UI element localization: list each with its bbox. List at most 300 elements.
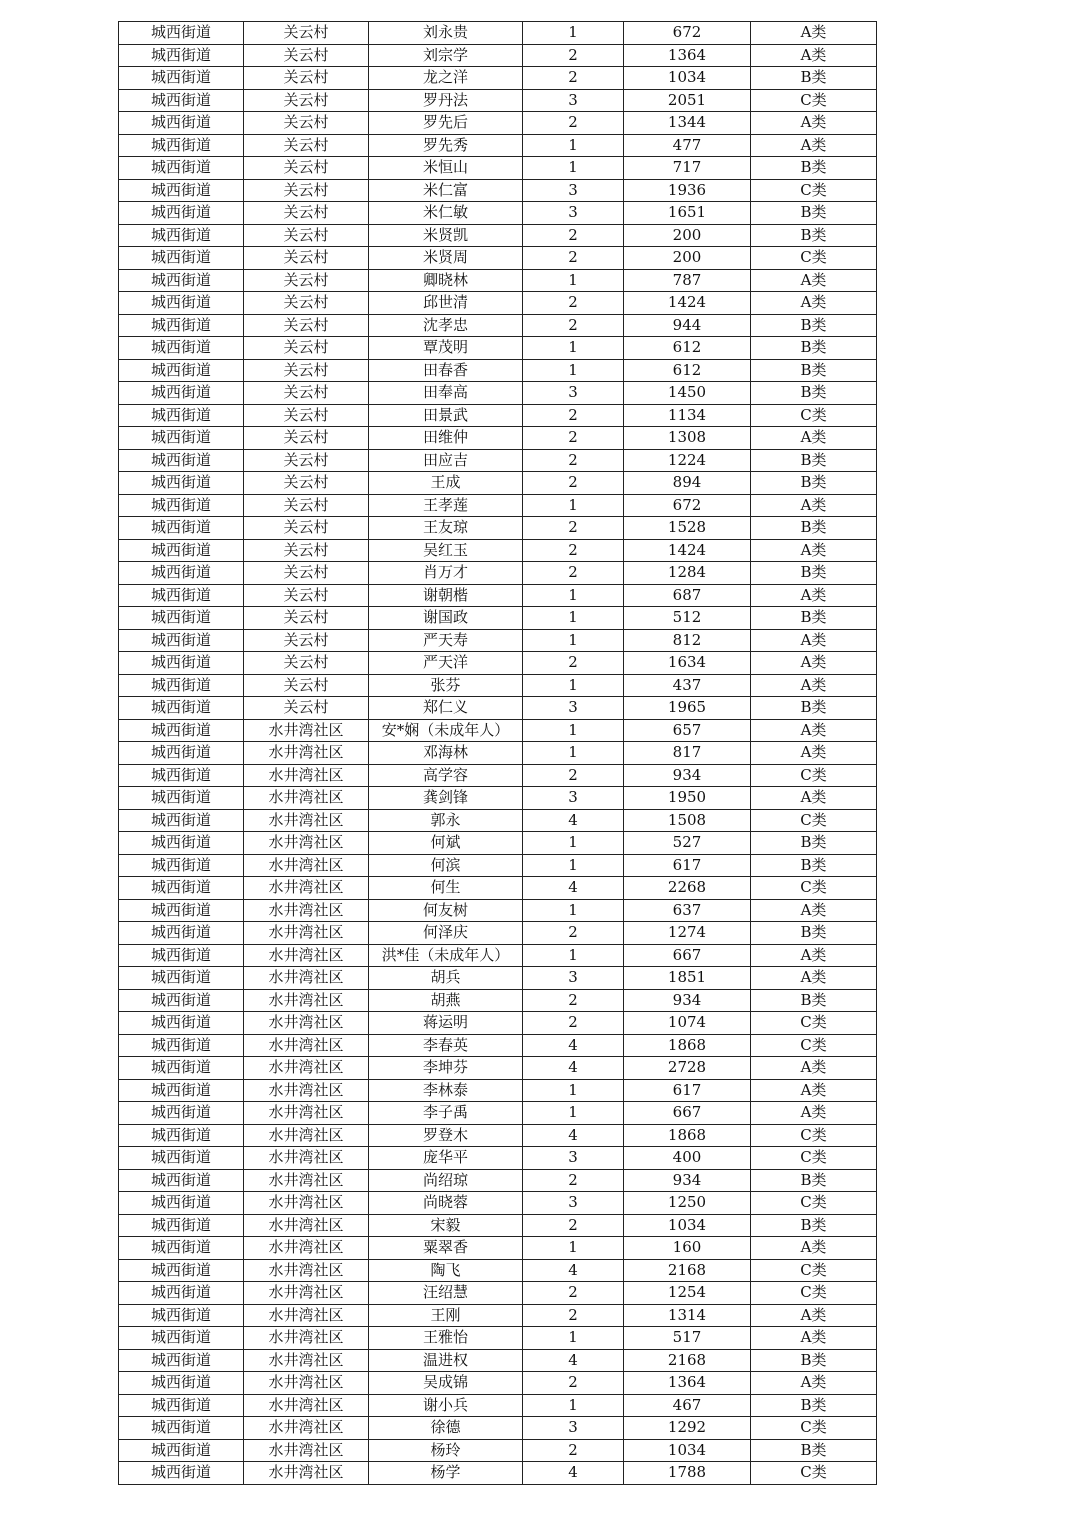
village-cell: 水井湾社区 [244,899,369,922]
table-row [119,1034,877,1057]
category-cell: A类 [751,1237,877,1260]
amount-cell: 1344 [624,112,751,135]
category-cell: B类 [751,854,877,877]
street-cell: 城西街道 [119,427,244,450]
category-cell: B类 [751,449,877,472]
table-row [119,1214,877,1237]
village-cell: 水井湾社区 [244,967,369,990]
name-cell: 何滨 [369,854,523,877]
category-cell: A类 [751,652,877,675]
category-cell: B类 [751,202,877,225]
table-row [119,832,877,855]
category-cell: B类 [751,1169,877,1192]
amount-cell: 894 [624,472,751,495]
village-cell: 关云村 [244,359,369,382]
amount-cell: 1965 [624,697,751,720]
name-cell: 粟翠香 [369,1237,523,1260]
category-cell: C类 [751,1462,877,1485]
village-cell: 关云村 [244,44,369,67]
table-row [119,494,877,517]
persons-cell: 2 [523,764,624,787]
table-row [119,652,877,675]
amount-cell: 934 [624,989,751,1012]
table-row [119,292,877,315]
street-cell: 城西街道 [119,1079,244,1102]
village-cell: 水井湾社区 [244,764,369,787]
amount-cell: 1950 [624,787,751,810]
persons-cell: 2 [523,1214,624,1237]
street-cell: 城西街道 [119,449,244,472]
persons-cell: 4 [523,1034,624,1057]
category-cell: A类 [751,1327,877,1350]
name-cell: 王雅怡 [369,1327,523,1350]
amount-cell: 1424 [624,539,751,562]
amount-cell: 1250 [624,1192,751,1215]
persons-cell: 2 [523,517,624,540]
street-cell: 城西街道 [119,269,244,292]
name-cell: 严天寿 [369,629,523,652]
category-cell: C类 [751,247,877,270]
category-cell: B类 [751,607,877,630]
amount-cell: 1314 [624,1304,751,1327]
street-cell: 城西街道 [119,1214,244,1237]
name-cell: 安*娴（未成年人） [369,719,523,742]
street-cell: 城西街道 [119,1169,244,1192]
name-cell: 吴成锦 [369,1372,523,1395]
name-cell: 李林泰 [369,1079,523,1102]
name-cell: 龙之洋 [369,67,523,90]
village-cell: 关云村 [244,314,369,337]
table-row [119,1124,877,1147]
name-cell: 王刚 [369,1304,523,1327]
table-row [119,674,877,697]
amount-cell: 672 [624,22,751,45]
amount-cell: 2051 [624,89,751,112]
category-cell: C类 [751,1417,877,1440]
persons-cell: 2 [523,292,624,315]
table-row [119,1394,877,1417]
amount-cell: 200 [624,224,751,247]
amount-cell: 934 [624,1169,751,1192]
village-cell: 关云村 [244,382,369,405]
village-cell: 关云村 [244,539,369,562]
name-cell: 龚剑锋 [369,787,523,810]
category-cell: B类 [751,517,877,540]
village-cell: 水井湾社区 [244,1349,369,1372]
name-cell: 田奉高 [369,382,523,405]
name-cell: 何泽庆 [369,922,523,945]
street-cell: 城西街道 [119,292,244,315]
village-cell: 关云村 [244,157,369,180]
village-cell: 关云村 [244,134,369,157]
persons-cell: 1 [523,607,624,630]
persons-cell: 1 [523,157,624,180]
street-cell: 城西街道 [119,697,244,720]
amount-cell: 2168 [624,1349,751,1372]
table-row [119,697,877,720]
persons-cell: 4 [523,1057,624,1080]
street-cell: 城西街道 [119,764,244,787]
table-row [119,1327,877,1350]
amount-cell: 1424 [624,292,751,315]
table-row [119,359,877,382]
table-row [119,1462,877,1485]
persons-cell: 1 [523,742,624,765]
amount-cell: 687 [624,584,751,607]
name-cell: 何斌 [369,832,523,855]
category-cell: C类 [751,877,877,900]
table-row [119,899,877,922]
table-row [119,629,877,652]
street-cell: 城西街道 [119,337,244,360]
category-cell: A类 [751,1372,877,1395]
street-cell: 城西街道 [119,629,244,652]
category-cell: B类 [751,157,877,180]
table-row [119,854,877,877]
table-row [119,224,877,247]
table-row [119,449,877,472]
name-cell: 李春英 [369,1034,523,1057]
name-cell: 刘永贵 [369,22,523,45]
persons-cell: 1 [523,494,624,517]
category-cell: A类 [751,494,877,517]
category-cell: C类 [751,89,877,112]
amount-cell: 1851 [624,967,751,990]
name-cell: 肖万才 [369,562,523,585]
street-cell: 城西街道 [119,607,244,630]
amount-cell: 1508 [624,809,751,832]
table-row [119,989,877,1012]
category-cell: C类 [751,404,877,427]
name-cell: 田维仲 [369,427,523,450]
table-row [119,764,877,787]
persons-cell: 4 [523,1259,624,1282]
table-row [119,1012,877,1035]
village-cell: 水井湾社区 [244,1034,369,1057]
street-cell: 城西街道 [119,494,244,517]
amount-cell: 657 [624,719,751,742]
amount-cell: 517 [624,1327,751,1350]
amount-cell: 672 [624,494,751,517]
name-cell: 田景武 [369,404,523,427]
street-cell: 城西街道 [119,89,244,112]
persons-cell: 1 [523,854,624,877]
village-cell: 关云村 [244,697,369,720]
street-cell: 城西街道 [119,224,244,247]
village-cell: 水井湾社区 [244,787,369,810]
village-cell: 关云村 [244,629,369,652]
street-cell: 城西街道 [119,1439,244,1462]
amount-cell: 1034 [624,1439,751,1462]
village-cell: 水井湾社区 [244,877,369,900]
category-cell: A类 [751,967,877,990]
table-row [119,742,877,765]
name-cell: 郭永 [369,809,523,832]
village-cell: 关云村 [244,472,369,495]
street-cell: 城西街道 [119,67,244,90]
table-row [119,1304,877,1327]
table-row [119,922,877,945]
persons-cell: 1 [523,719,624,742]
table-row [119,179,877,202]
table-row [119,1079,877,1102]
street-cell: 城西街道 [119,1192,244,1215]
category-cell: B类 [751,922,877,945]
village-cell: 水井湾社区 [244,1214,369,1237]
street-cell: 城西街道 [119,1259,244,1282]
street-cell: 城西街道 [119,539,244,562]
name-cell: 谢国政 [369,607,523,630]
amount-cell: 637 [624,899,751,922]
street-cell: 城西街道 [119,1282,244,1305]
name-cell: 何生 [369,877,523,900]
category-cell: A类 [751,22,877,45]
category-cell: B类 [751,1214,877,1237]
street-cell: 城西街道 [119,157,244,180]
village-cell: 关云村 [244,112,369,135]
amount-cell: 1528 [624,517,751,540]
street-cell: 城西街道 [119,719,244,742]
category-cell: B类 [751,697,877,720]
category-cell: A类 [751,742,877,765]
village-cell: 关云村 [244,89,369,112]
category-cell: A类 [751,787,877,810]
persons-cell: 2 [523,44,624,67]
table-row [119,539,877,562]
category-cell: A类 [751,292,877,315]
table-row [119,202,877,225]
table-row [119,1417,877,1440]
category-cell: A类 [751,1079,877,1102]
category-cell: A类 [751,1102,877,1125]
amount-cell: 1936 [624,179,751,202]
table-row [119,314,877,337]
name-cell: 汪绍慧 [369,1282,523,1305]
street-cell: 城西街道 [119,787,244,810]
persons-cell: 1 [523,1102,624,1125]
amount-cell: 787 [624,269,751,292]
table-row [119,562,877,585]
village-cell: 水井湾社区 [244,1102,369,1125]
name-cell: 郑仁义 [369,697,523,720]
name-cell: 谢朝楷 [369,584,523,607]
name-cell: 李子禹 [369,1102,523,1125]
street-cell: 城西街道 [119,1012,244,1035]
street-cell: 城西街道 [119,1237,244,1260]
persons-cell: 2 [523,539,624,562]
amount-cell: 1034 [624,1214,751,1237]
street-cell: 城西街道 [119,1034,244,1057]
category-cell: B类 [751,67,877,90]
table-row [119,67,877,90]
village-cell: 水井湾社区 [244,1304,369,1327]
name-cell: 王成 [369,472,523,495]
category-cell: C类 [751,1282,877,1305]
amount-cell: 512 [624,607,751,630]
persons-cell: 4 [523,1349,624,1372]
name-cell: 杨玲 [369,1439,523,1462]
village-cell: 水井湾社区 [244,1439,369,1462]
table-row [119,1372,877,1395]
amount-cell: 1224 [624,449,751,472]
category-cell: B类 [751,832,877,855]
table-row [119,1147,877,1170]
village-cell: 关云村 [244,269,369,292]
table-row [119,1282,877,1305]
village-cell: 关云村 [244,427,369,450]
amount-cell: 2728 [624,1057,751,1080]
street-cell: 城西街道 [119,1462,244,1485]
table-row [119,112,877,135]
village-cell: 水井湾社区 [244,1394,369,1417]
street-cell: 城西街道 [119,472,244,495]
table-row [119,22,877,45]
village-cell: 关云村 [244,247,369,270]
amount-cell: 1074 [624,1012,751,1035]
name-cell: 邓海林 [369,742,523,765]
street-cell: 城西街道 [119,1394,244,1417]
street-cell: 城西街道 [119,382,244,405]
category-cell: C类 [751,1034,877,1057]
category-cell: A类 [751,427,877,450]
village-cell: 关云村 [244,67,369,90]
table-row [119,517,877,540]
category-cell: A类 [751,134,877,157]
name-cell: 陶飞 [369,1259,523,1282]
village-cell: 水井湾社区 [244,1462,369,1485]
village-cell: 水井湾社区 [244,1169,369,1192]
amount-cell: 2268 [624,877,751,900]
name-cell: 米贤周 [369,247,523,270]
persons-cell: 2 [523,922,624,945]
table-row [119,1237,877,1260]
amount-cell: 1034 [624,67,751,90]
village-cell: 关云村 [244,292,369,315]
village-cell: 水井湾社区 [244,1124,369,1147]
amount-cell: 1284 [624,562,751,585]
name-cell: 胡燕 [369,989,523,1012]
name-cell: 邱世清 [369,292,523,315]
street-cell: 城西街道 [119,674,244,697]
village-cell: 水井湾社区 [244,1057,369,1080]
amount-cell: 477 [624,134,751,157]
table-row [119,382,877,405]
persons-cell: 2 [523,67,624,90]
persons-cell: 3 [523,787,624,810]
name-cell: 米贤凯 [369,224,523,247]
table-row [119,944,877,967]
street-cell: 城西街道 [119,134,244,157]
persons-cell: 1 [523,1327,624,1350]
table-row [119,1192,877,1215]
persons-cell: 1 [523,134,624,157]
persons-cell: 2 [523,314,624,337]
category-cell: A类 [751,539,877,562]
street-cell: 城西街道 [119,944,244,967]
category-cell: A类 [751,584,877,607]
village-cell: 关云村 [244,449,369,472]
amount-cell: 2168 [624,1259,751,1282]
name-cell: 田春香 [369,359,523,382]
amount-cell: 612 [624,337,751,360]
table-row [119,404,877,427]
street-cell: 城西街道 [119,899,244,922]
street-cell: 城西街道 [119,1304,244,1327]
category-cell: B类 [751,1349,877,1372]
name-cell: 刘宗学 [369,44,523,67]
name-cell: 温进权 [369,1349,523,1372]
persons-cell: 1 [523,832,624,855]
street-cell: 城西街道 [119,247,244,270]
table-row [119,967,877,990]
table-row [119,1169,877,1192]
street-cell: 城西街道 [119,44,244,67]
category-cell: A类 [751,629,877,652]
street-cell: 城西街道 [119,742,244,765]
amount-cell: 667 [624,944,751,967]
village-cell: 水井湾社区 [244,742,369,765]
table-row [119,584,877,607]
name-cell: 何友树 [369,899,523,922]
persons-cell: 1 [523,1237,624,1260]
persons-cell: 2 [523,247,624,270]
name-cell: 覃茂明 [369,337,523,360]
persons-cell: 2 [523,404,624,427]
table-row [119,719,877,742]
name-cell: 尚晓蓉 [369,1192,523,1215]
category-cell: B类 [751,359,877,382]
name-cell: 米恒山 [369,157,523,180]
village-cell: 关云村 [244,337,369,360]
name-cell: 罗先秀 [369,134,523,157]
persons-cell: 2 [523,112,624,135]
table-row [119,809,877,832]
street-cell: 城西街道 [119,404,244,427]
category-cell: B类 [751,562,877,585]
street-cell: 城西街道 [119,922,244,945]
street-cell: 城西街道 [119,832,244,855]
persons-cell: 3 [523,1192,624,1215]
table-row [119,1057,877,1080]
name-cell: 吴红玉 [369,539,523,562]
village-cell: 水井湾社区 [244,1327,369,1350]
street-cell: 城西街道 [119,359,244,382]
persons-cell: 1 [523,584,624,607]
name-cell: 卿晓林 [369,269,523,292]
category-cell: B类 [751,224,877,247]
name-cell: 米仁敏 [369,202,523,225]
persons-cell: 4 [523,1462,624,1485]
persons-cell: 3 [523,1147,624,1170]
persons-cell: 2 [523,449,624,472]
village-cell: 水井湾社区 [244,809,369,832]
street-cell: 城西街道 [119,1057,244,1080]
category-cell: C类 [751,764,877,787]
village-cell: 水井湾社区 [244,854,369,877]
name-cell: 蒋运明 [369,1012,523,1035]
name-cell: 庞华平 [369,1147,523,1170]
street-cell: 城西街道 [119,1102,244,1125]
amount-cell: 1364 [624,44,751,67]
amount-cell: 717 [624,157,751,180]
village-cell: 关云村 [244,584,369,607]
amount-cell: 200 [624,247,751,270]
street-cell: 城西街道 [119,989,244,1012]
persons-cell: 2 [523,1282,624,1305]
village-cell: 关云村 [244,494,369,517]
amount-cell: 1868 [624,1034,751,1057]
amount-cell: 1134 [624,404,751,427]
